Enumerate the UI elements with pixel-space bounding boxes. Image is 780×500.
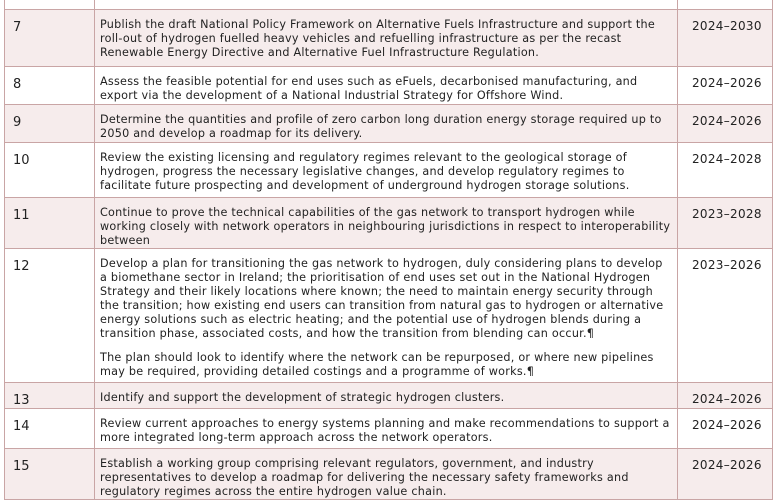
action-number: 10 [5, 143, 95, 198]
action-timeline [678, 0, 773, 10]
action-paragraph: Identify and support the development of strategic hydrogen clusters. [100, 391, 505, 404]
action-timeline: 2023–2026 [678, 249, 773, 383]
action-paragraph: Determine the quantities and profile of zero carbon long duration energy storage required up to 2050 and develop a roadmap for its delivery. [100, 113, 662, 140]
action-description [95, 67, 678, 105]
action-paragraph: Assess the feasible potential for end uses such as eFuels, decarbonised manufacturing, and export via the development of a National Industrial Strategy for Offshore Wind. [100, 75, 638, 102]
action-timeline: 2024–2026 [678, 409, 773, 449]
table-row [5, 105, 773, 143]
action-paragraph: Continue to prove the technical capabilities of the gas network to transport hydrogen while working closely with network operators in neighbouring jurisdictions in respect to interoperability between [100, 206, 671, 247]
action-description [95, 10, 678, 67]
table-row [5, 449, 773, 500]
actions-table [4, 0, 773, 500]
action-description [95, 383, 678, 409]
table-row [5, 0, 773, 10]
action-paragraph: Review the existing licensing and regulatory regimes relevant to the geological storage of hydrogen, progress the necessary legislative changes, and develop regulatory regimes to facilitate future prospecting and development of underground hydrogen storage solutions. [100, 151, 630, 192]
action-number: 12 [5, 249, 95, 383]
action-description [95, 198, 678, 249]
table-row [5, 143, 773, 198]
action-timeline: 2024–2026 [678, 105, 773, 143]
action-paragraph: The plan should look to identify where the network can be repurposed, or where new pipelines may be required, providing detailed costings and a programme of works.¶ [100, 351, 654, 378]
action-description [95, 409, 678, 449]
action-description [95, 0, 678, 10]
action-description [95, 105, 678, 143]
table-row [5, 409, 773, 449]
action-number: 9 [5, 105, 95, 143]
table-row [5, 198, 773, 249]
action-description [95, 143, 678, 198]
action-timeline: 2024–2026 [678, 383, 773, 409]
action-number: 8 [5, 67, 95, 105]
action-number: 15 [5, 449, 95, 500]
action-paragraph: Develop a plan for transitioning the gas network to hydrogen, duly considering plans to develop a biomethane sector in Ireland; the prioritisation of end uses set out in the National Hydrogen Strategy and their likely locations where known; the need to maintain energy security through the transition; how existing end users can transition from natural gas to hydrogen or alternative energy solutions such as electric heating; and the potential use of hydrogen blends during a transition phase, associated costs, and how the transition from blending can occur.¶ [100, 257, 664, 340]
action-number: 13 [5, 383, 95, 409]
action-number: 14 [5, 409, 95, 449]
action-number: 11 [5, 198, 95, 249]
actions-table-body [5, 0, 773, 500]
action-timeline: 2024–2026 [678, 449, 773, 500]
action-paragraph: Publish the draft National Policy Framework on Alternative Fuels Infrastructure and support the roll-out of hydrogen fuelled heavy vehicles and refuelling infrastructure as per the recast Renewable Energy Directive and Alternative Fuel Infrastructure Regulation. [100, 18, 656, 59]
table-row [5, 383, 773, 409]
action-description [95, 449, 678, 500]
action-timeline: 2024–2030 [678, 10, 773, 67]
action-number: 7 [5, 10, 95, 67]
action-timeline: 2024–2028 [678, 143, 773, 198]
table-row [5, 249, 773, 383]
table-row [5, 67, 773, 105]
action-timeline: 2023–2028 [678, 198, 773, 249]
action-timeline: 2024–2026 [678, 67, 773, 105]
action-paragraph: Establish a working group comprising relevant regulators, government, and industry representatives to develop a roadmap for delivering the necessary safety frameworks and regulatory regimes across the entire hydrogen value chain. [100, 457, 629, 498]
action-paragraph: Review current approaches to energy systems planning and make recommendations to support a more integrated long-term approach across the network operators. [100, 417, 670, 444]
table-row [5, 10, 773, 67]
action-description [95, 249, 678, 383]
action-number [5, 0, 95, 10]
